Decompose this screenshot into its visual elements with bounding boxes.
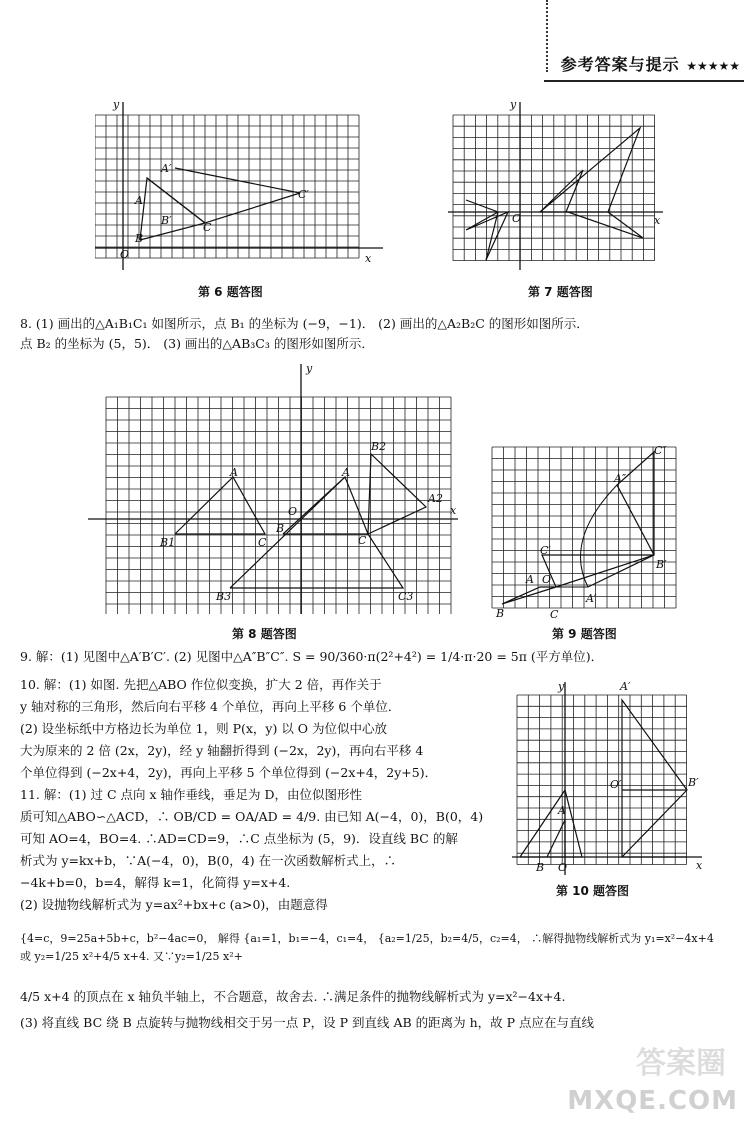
fig8-point-a-label: A	[342, 466, 350, 479]
fig6-diagram	[95, 100, 385, 270]
fig8-point-b-label: B	[276, 522, 285, 535]
fig8-point-b1-label: B1	[160, 536, 176, 549]
fig8-point-c-label: C	[358, 534, 367, 547]
fig6-caption: 第 6 题答图	[198, 285, 263, 299]
watermark-url: MXQE.COM	[567, 1086, 738, 1116]
fig8-point-a-left-label: A	[230, 466, 238, 479]
fig7-diagram	[448, 100, 673, 270]
q11-line-4: 析式为 y=kx+b，∵A(−4，0)，B(0，4) 在一次函数解析式上，∴	[20, 853, 397, 868]
q11-line-1: 11. 解：(1) 过 C 点向 x 轴作垂线，垂足为 D，由位似图形性	[20, 787, 363, 802]
fig10-y-label: y	[558, 680, 565, 693]
fig8-point-b3-label: B3	[216, 590, 232, 603]
header-title: 参考答案与提示	[560, 55, 680, 74]
fig8-caption: 第 8 题答图	[232, 627, 297, 641]
q8-answer-line-2: 点 B₂ 的坐标为 (5，5)． (3) 画出的△AB₃C₃ 的图形如图所示．	[20, 336, 374, 351]
q9-answer-line: 9. 解：(1) 见图中△A′B′C′. (2) 见图中△A″B″C″. S = 90/360·π(2²+4²) = 1/4·π·20 = 5π (平方单位)．	[20, 649, 604, 664]
fig7-origin-label: O	[512, 212, 522, 225]
q10-line-1: 10. 解：(1) 如图. 先把△ABO 作位似变换，扩大 2 倍，再作关于	[20, 677, 382, 692]
q11-line-6: (2) 设抛物线解析式为 y=ax²+bx+c (a>0)，由题意得	[20, 897, 328, 912]
fig10-diagram	[512, 680, 712, 875]
fig10-point-b1-label: B′	[688, 776, 699, 789]
fig8-diagram	[88, 362, 466, 614]
fig6-point-c-label: C	[203, 221, 212, 234]
fig6-point-b1-label: B′	[161, 214, 172, 227]
fig6-point-c1-label: C′	[298, 188, 309, 201]
fig10-origin-label: O	[558, 861, 568, 874]
q11-equation-system: {4=c，9=25a+5b+c，b²−4ac=0， 解得 {a₁=1，b₁=−4，c₁=4， {a₂=1/25，b₂=4/5，c₂=4， ∴解得抛物线解析式为 y₁=x²−4x+4 或 y₂=1/25 x²+4/5 x+4. 又∵y₂=1/25 x²+	[20, 932, 714, 963]
fig9-point-c-label: C	[550, 608, 559, 620]
fig8-point-b2-label: B2	[371, 440, 387, 453]
fig10-point-a-label: A	[558, 804, 566, 817]
q8-answer-line-1: 8. (1) 画出的△A₁B₁C₁ 如图所示，点 B₁ 的坐标为 (−9，−1)． (2) 画出的△A₂B₂C 的图形如图所示．	[20, 316, 589, 331]
q11-line-2: 质可知△ABO∽△ACD，∴ OB/CD = OA/AD = 4/9. 由已知 A(−4，0)，B(0，4)	[20, 809, 484, 824]
header-stars: ★★★★★	[686, 59, 740, 73]
fig9-point-a2-label: A″	[614, 472, 627, 485]
fig8-x-label: x	[450, 504, 457, 517]
fig10-x-label: x	[696, 859, 703, 872]
fig6-point-a-label: A	[135, 194, 143, 207]
fig6-point-a1-label: A′	[161, 162, 172, 175]
fig9-point-c1-label: C′	[540, 544, 551, 557]
fig10-point-a1-label: A′	[620, 680, 631, 693]
q11-line-5: −4k+b=0，b=4，解得 k=1，化简得 y=x+4.	[20, 875, 291, 890]
fig9-diagram	[482, 442, 682, 620]
fig6-origin-label: O	[120, 248, 130, 261]
q11-line-tail: 4/5 x+4 的顶点在 x 轴负半轴上，不合题意，故舍去. ∴满足条件的抛物线解析式为 y=x²−4x+4.	[20, 989, 566, 1004]
fig9-point-a1-label: A′	[586, 592, 597, 605]
fig10-point-o1-label: O′	[610, 778, 622, 791]
fig9-point-b1-label: B′	[656, 558, 667, 571]
fig7-x-label: x	[654, 214, 661, 227]
fig6-point-b-label: B	[135, 232, 144, 245]
q10-line-3: (2) 设坐标纸中方格边长为单位 1，则 P(x，y) 以 O 为位似中心放	[20, 721, 388, 736]
fig8-point-c3-label: C3	[398, 590, 414, 603]
fig9-origin-label: O	[542, 573, 552, 586]
fig6-y-label: y	[113, 100, 120, 111]
fig9-caption: 第 9 题答图	[552, 627, 617, 641]
fig8-point-c-left-label: C	[258, 536, 267, 549]
page-header	[544, 48, 744, 82]
q10-line-2: y 轴对称的三角形，然后向右平移 4 个单位，再向上平移 6 个单位．	[20, 699, 401, 714]
fig8-y-label: y	[306, 362, 313, 375]
fig6-x-label: x	[365, 252, 372, 265]
fig9-point-a-label: A	[526, 573, 534, 586]
fig9-point-b-label: B	[496, 607, 505, 620]
fig10-caption: 第 10 题答图	[556, 884, 630, 898]
q11-line-3: 可知 AO=4，BO=4. ∴AD=CD=9，∴C 点坐标为 (5，9)．设直线 BC 的解	[20, 831, 458, 846]
fig10-point-b-label: B	[536, 861, 545, 874]
q10-line-4: 大为原来的 2 倍 (2x，2y)，经 y 轴翻折得到 (−2x，2y)，再向右平移 4	[20, 743, 424, 758]
fig8-origin-label: O	[288, 505, 298, 518]
fig7-caption: 第 7 题答图	[528, 285, 593, 299]
fig7-y-label: y	[510, 100, 517, 111]
q10-line-5: 个单位得到 (−2x+4，2y)，再向上平移 5 个单位得到 (−2x+4，2y+5)．	[20, 765, 438, 780]
fig9-point-c2-label: C″	[654, 444, 667, 457]
q11-part3-line: (3) 将直线 BC 绕 B 点旋转与抛物线相交于另一点 P，设 P 到直线 AB 的距离为 h，故 P 点应在与直线	[20, 1015, 595, 1030]
watermark-logo: 答案圈	[636, 1046, 726, 1081]
fig8-point-a2-label: A2	[428, 492, 443, 505]
